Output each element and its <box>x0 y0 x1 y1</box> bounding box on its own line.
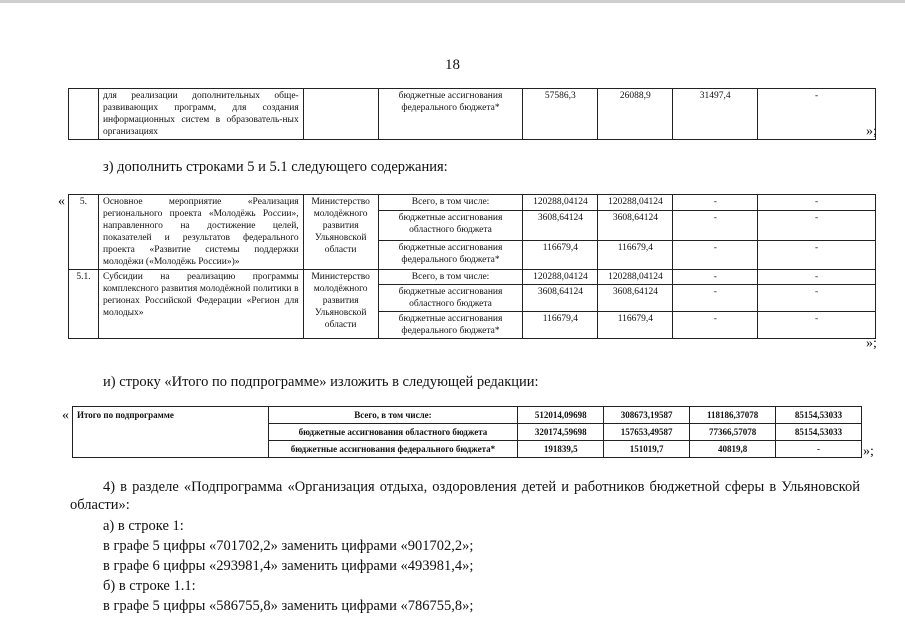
cell-value: 120288,04124 <box>598 270 673 285</box>
cell-value: 85154,53033 <box>776 424 862 441</box>
open-quote: « <box>62 408 69 423</box>
cell-value: 157653,49587 <box>604 424 690 441</box>
cell-value: 120288,04124 <box>523 270 598 285</box>
cell-value: 40819,8 <box>690 441 776 458</box>
cell-value: 116679,4 <box>523 240 598 269</box>
cell-value: - <box>673 240 758 269</box>
cell-value: 3608,64124 <box>523 211 598 240</box>
cell-value: 120288,04124 <box>523 195 598 211</box>
cell-value: - <box>758 312 876 339</box>
open-quote: « <box>58 194 65 209</box>
cell-value: 85154,53033 <box>776 407 862 424</box>
cell-value: 308673,19587 <box>604 407 690 424</box>
rows-5-table <box>68 194 876 339</box>
cell-value: - <box>776 441 862 458</box>
cell-value: - <box>673 211 758 240</box>
cell-value: - <box>758 240 876 269</box>
cell-funding: бюджетные ассигнования областного бюджета <box>378 285 523 312</box>
cell-value: - <box>758 211 876 240</box>
table-row <box>69 195 876 211</box>
cell-value: 512014,09698 <box>518 407 604 424</box>
cell-value: 3608,64124 <box>598 211 673 240</box>
paragraph-4: 4) в разделе «Подпрограмма «Организация отдыха, оздоровления детей и работников бюджетной сферы в Ульяновской области»: <box>70 479 860 513</box>
cell-value: - <box>673 270 758 285</box>
cell-value: 151019,7 <box>604 441 690 458</box>
total-table <box>72 406 862 458</box>
cell-value: - <box>673 312 758 339</box>
cell-value: - <box>758 285 876 312</box>
paragraph-a2: в графе 6 цифры «293981,4» заменить цифрами «493981,4»; <box>103 558 474 574</box>
cell-value: 57586,3 <box>523 89 598 140</box>
paragraph-a1: в графе 5 цифры «701702,2» заменить цифрами «901702,2»; <box>103 538 474 554</box>
cell-value: 31497,4 <box>673 89 758 140</box>
cell-funding: бюджетные ассигнования федерального бюджета* <box>378 240 523 269</box>
paragraph-a: а) в строке 1: <box>103 518 184 534</box>
cell-value: - <box>673 285 758 312</box>
cell-ministry: Министерство молодёжного развития Ульяновской области <box>303 270 378 339</box>
cell-value: 116679,4 <box>598 312 673 339</box>
paragraph-z: з) дополнить строками 5 и 5.1 следующего содержания: <box>103 159 448 175</box>
paragraph-b: б) в строке 1.1: <box>103 578 196 594</box>
table-row <box>69 270 876 285</box>
continuation-table <box>68 88 876 140</box>
cell-value: 3608,64124 <box>598 285 673 312</box>
cell-value: - <box>758 89 876 140</box>
cell-value: 118186,37078 <box>690 407 776 424</box>
cell-total-label: Итого по подпрограмме <box>73 407 269 458</box>
close-quote: »; <box>866 336 877 351</box>
cell-ministry: Министерство молодёжного развития Ульяновской области <box>303 195 378 270</box>
cell-value: 116679,4 <box>523 312 598 339</box>
cell-value: 116679,4 <box>598 240 673 269</box>
paragraph-i: и) строку «Итого по подпрограмме» изложить в следующей редакции: <box>103 374 539 390</box>
cell-value: - <box>758 195 876 211</box>
cell-value: - <box>758 270 876 285</box>
close-quote: »; <box>863 444 874 459</box>
cell-value: 77366,57078 <box>690 424 776 441</box>
cell-description: для реализации дополнительных обще-развивающих программ, для создания информационных систем в образователь-ных организациях <box>98 89 303 140</box>
cell-funding: бюджетные ассигнования областного бюджета <box>378 211 523 240</box>
cell-description: Основное мероприятие «Реализация регионального проекта «Молодёжь России», направленного на достижение целей, показателей и результатов федерального проекта «Развитие системы поддержки молодёжи («Молодёжь России»)» <box>98 195 303 270</box>
cell-funding: Всего, в том числе: <box>378 270 523 285</box>
cell-value: 3608,64124 <box>523 285 598 312</box>
cell-funding: бюджетные ассигнования областного бюджета <box>268 424 518 441</box>
scan-top-edge <box>0 0 905 3</box>
cell-num <box>69 89 99 140</box>
page-number: 18 <box>445 57 460 73</box>
cell-funding: бюджетные ассигнования федерального бюджета* <box>268 441 518 458</box>
cell-value: 26088,9 <box>598 89 673 140</box>
cell-value: 320174,59698 <box>518 424 604 441</box>
close-quote: »; <box>866 124 877 139</box>
cell-value: - <box>673 195 758 211</box>
cell-funding: Всего, в том числе: <box>268 407 518 424</box>
cell-funding: бюджетные ассигнования федерального бюджета* <box>378 312 523 339</box>
cell-value: 191839,5 <box>518 441 604 458</box>
cell-funding: Всего, в том числе: <box>378 195 523 211</box>
table-row <box>73 407 862 424</box>
cell-num: 5. <box>69 195 99 270</box>
cell-ministry <box>303 89 378 140</box>
cell-value: 120288,04124 <box>598 195 673 211</box>
cell-num: 5.1. <box>69 270 99 339</box>
cell-description: Субсидии на реализацию программы комплексного развития молодёжной политики в регионах Российской Федерации «Регион для молодых» <box>98 270 303 339</box>
cell-funding: бюджетные ассигнования федерального бюджета* <box>378 89 523 140</box>
paragraph-b1: в графе 5 цифры «586755,8» заменить цифрами «786755,8»; <box>103 598 474 614</box>
table-row <box>69 89 876 140</box>
